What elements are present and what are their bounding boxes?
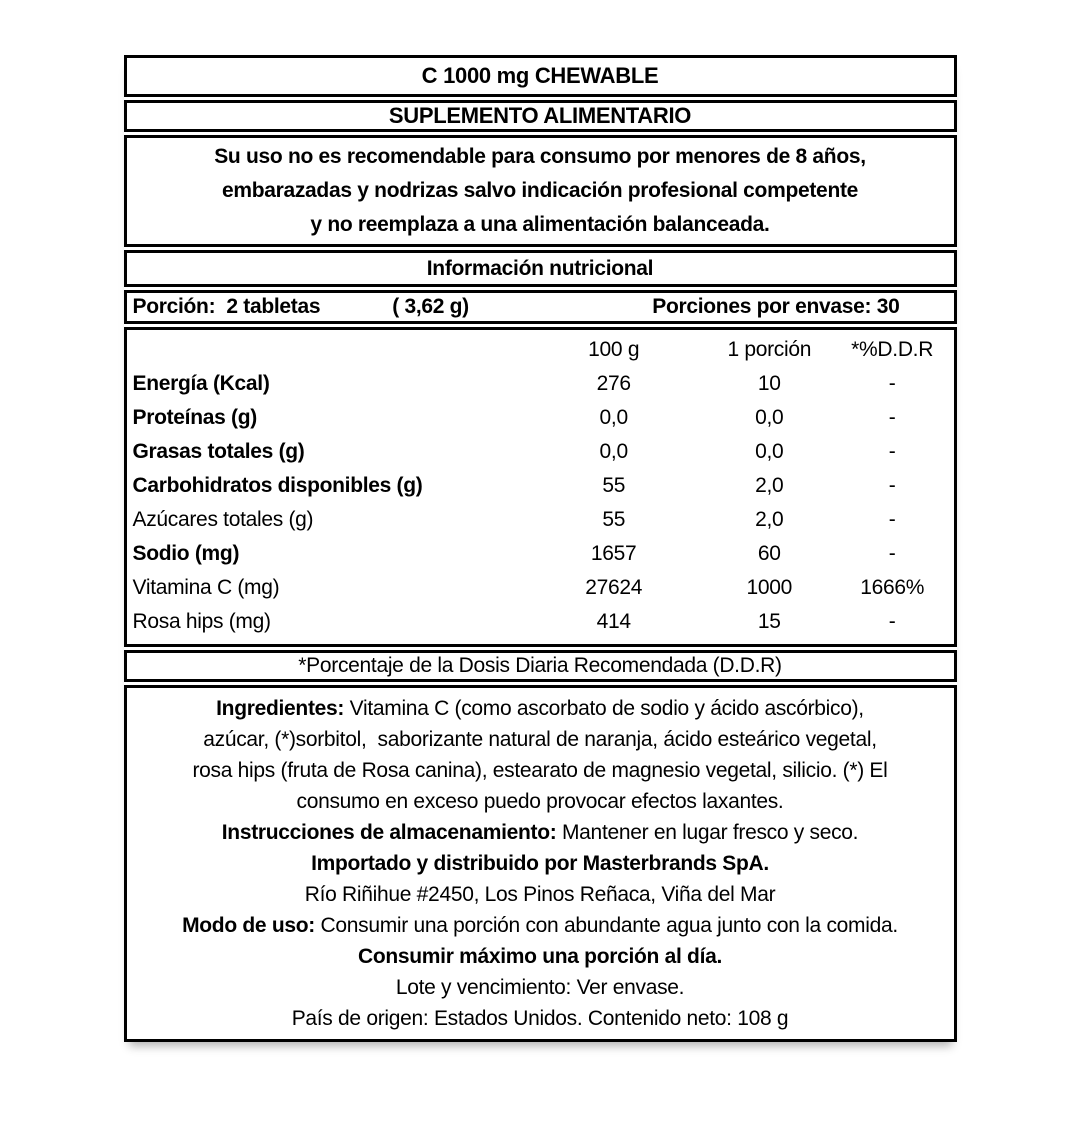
nutrient-label: Proteínas (g) [132,406,257,429]
value-per-100g: 27624 [585,576,643,599]
value-per-100g: 55 [602,474,626,497]
nutrient-label: Vitamina C (mg) [132,576,280,599]
nutrient-row [131,435,950,469]
ddr-footnote-box [124,650,957,682]
supplement-type-box [124,100,957,132]
value-ddr: 1666% [860,576,925,599]
value-per-100g: 276 [596,372,631,395]
address-line: Río Riñihue #2450, Los Pinos Reñaca, Viña del Mar [304,883,776,906]
nutrient-label: Energía (Kcal) [132,372,270,395]
ingredients-text: Ingredientes: Vitamina C (como ascorbato de sodio y ácido ascórbico), [216,697,864,720]
value-ddr: - [888,440,896,463]
lot-line: Lote y vencimiento: Ver envase. [395,976,685,999]
nutrient-row [131,503,950,537]
product-title-box [124,55,957,97]
nutrition-header-row [131,333,950,367]
nutrient-row [131,367,950,401]
value-per-portion: 0,0 [755,440,784,463]
value-ddr: - [888,508,896,531]
value-per-portion: 1000 [746,576,793,599]
nutrient-label: Azúcares totales (g) [132,508,314,531]
nutrient-label: Rosa hips (mg) [132,610,271,633]
ingredients-text: consumo en exceso puedo provocar efectos laxantes. [296,790,784,813]
portion-size: Porción: 2 tabletas [132,295,321,318]
value-ddr: - [888,542,896,565]
value-ddr: - [888,474,896,497]
nutrient-row [131,571,950,605]
ddr-footnote: *Porcentaje de la Dosis Diaria Recomendada (D.D.R) [298,654,782,677]
value-per-100g: 0,0 [599,406,628,429]
value-per-portion: 15 [757,610,781,633]
value-per-portion: 2,0 [755,508,784,531]
value-per-portion: 0,0 [755,406,784,429]
storage-instructions: Instrucciones de almacenamiento: Mantener en lugar fresco y seco. [221,821,859,844]
nutrient-row [131,537,950,571]
nutrient-label: Carbohidratos disponibles (g) [132,474,423,497]
warning-line: embarazadas y nodrizas salvo indicación profesional competente [221,179,859,202]
warning-box [124,135,957,247]
column-header-100g: 100 g [588,338,640,361]
value-per-100g: 55 [602,508,626,531]
origin-line: País de origen: Estados Unidos. Contenido neto: 108 g [291,1007,789,1030]
nutrient-row [131,469,950,503]
usage-label: Modo de uso: [182,914,315,937]
value-per-portion: 60 [757,542,781,565]
value-ddr: - [888,610,896,633]
nutrition-table [124,327,957,647]
product-title: C 1000 mg CHEWABLE [421,63,659,88]
value-per-portion: 10 [757,372,781,395]
warning-line: y no reemplaza a una alimentación balanceada. [310,213,770,236]
value-per-100g: 0,0 [599,440,628,463]
max-portion-note: Consumir máximo una porción al día. [357,945,723,968]
nutrient-label: Sodio (mg) [132,542,240,565]
supplement-type: SUPLEMENTO ALIMENTARIO [388,103,692,128]
ingredients-text: rosa hips (fruta de Rosa canina), estearato de magnesio vegetal, silicio. (*) El [192,759,888,782]
portion-weight: ( 3,62 g) [392,295,469,318]
value-per-100g: 1657 [590,542,637,565]
ingredients-text: azúcar, (*)sorbitol, saborizante natural de naranja, ácido esteárico vegetal, [203,728,877,751]
column-header-ddr: *%D.D.R [851,338,934,361]
column-header-portion: 1 porción [727,338,812,361]
value-ddr: - [888,372,896,395]
nutrition-title-box [124,250,957,287]
supplement-label [124,55,957,1042]
value-per-portion: 2,0 [755,474,784,497]
nutrient-label: Grasas totales (g) [132,440,305,463]
portion-box [124,290,957,324]
warning-line: Su uso no es recomendable para consumo por menores de 8 años, [214,145,866,168]
ingredients-label: Ingredientes: [216,697,345,720]
value-per-100g: 414 [596,610,631,633]
nutrient-row [131,401,950,435]
details-box [124,685,957,1042]
portions-per-container: Porciones por envase: 30 [652,295,900,318]
nutrient-row [131,605,950,639]
storage-label: Instrucciones de almacenamiento: [221,821,557,844]
value-ddr: - [888,406,896,429]
usage-instructions: Modo de uso: Consumir una porción con abundante agua junto con la comida. [182,914,898,937]
nutrition-title: Información nutricional [426,257,654,280]
importer-line: Importado y distribuido por Masterbrands SpA. [311,852,769,875]
